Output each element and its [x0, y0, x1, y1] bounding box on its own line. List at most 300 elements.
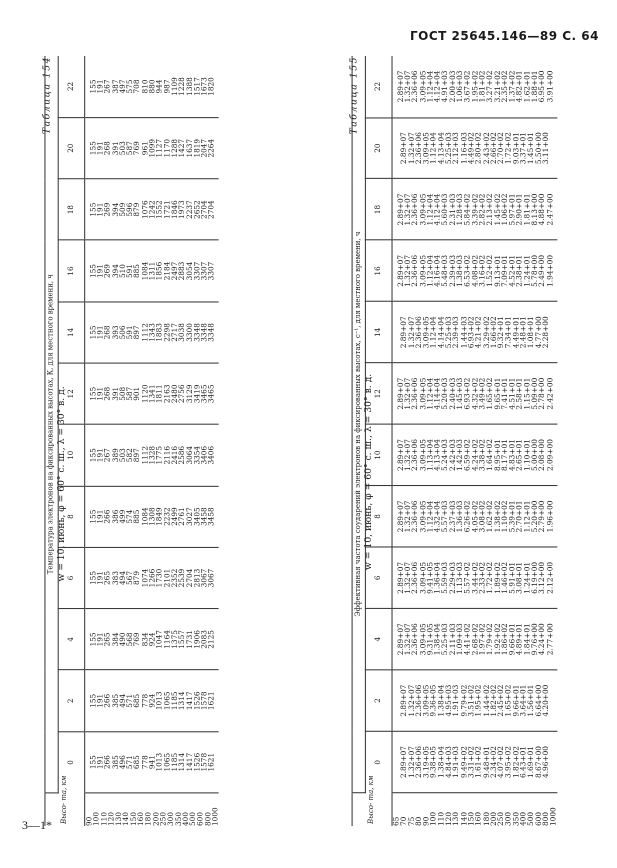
value-cell: 778	[139, 693, 150, 708]
height-cell: 110	[436, 811, 446, 826]
value-cell: 2704	[184, 568, 194, 588]
value-cell: 5.24+03	[440, 439, 450, 472]
value-cell: 1.82+02	[488, 684, 498, 717]
value-cell: 4.14+04	[432, 377, 442, 410]
value-cell: 385	[110, 693, 120, 708]
value-cell: 9.79+02	[458, 684, 468, 717]
value-column	[85, 179, 219, 240]
hour-header: 6	[58, 547, 84, 608]
value-cell: 1.12+04	[425, 254, 435, 287]
hour-header: 4	[365, 609, 392, 670]
hour-header: 0	[365, 731, 392, 792]
value-cell: 2.11+03	[447, 623, 457, 656]
value-cell: 6.26+02	[462, 500, 472, 533]
value-cell: 1.46+02	[499, 561, 510, 594]
height-cell: 65	[391, 816, 401, 826]
value-cell: 155	[87, 79, 98, 94]
value-cell: 2.70+01	[514, 500, 524, 533]
value-cell: 9.03+01	[511, 132, 521, 165]
value-cell: 2.42+03	[447, 439, 457, 472]
hour-header: 4	[58, 609, 84, 670]
hour-header: 8	[365, 486, 392, 547]
value-cell: 4.84+03	[443, 746, 454, 778]
value-cell: 8.67+00	[533, 746, 543, 778]
value-cell: 2298	[162, 323, 172, 342]
value-cell: 394	[110, 202, 120, 217]
height-cell: 110	[99, 812, 109, 826]
value-cell: 2.36+06	[413, 316, 424, 349]
value-cell: 3405	[191, 507, 202, 526]
value-cell: 1.10+02	[499, 500, 510, 533]
value-cell: 3.95+02	[503, 746, 513, 778]
page-footer: 3—1*	[22, 818, 52, 832]
value-cell: 155	[87, 755, 98, 770]
value-cell: 2.80+02	[473, 132, 483, 165]
value-cell: 685	[132, 693, 142, 708]
value-cell: 3465	[199, 384, 209, 404]
value-cell: 2.89+07	[395, 623, 405, 656]
value-cell: 3054	[184, 261, 194, 281]
height-cell: 140	[121, 812, 131, 826]
value-cell: 1.32+07	[402, 500, 412, 533]
value-cell: 2497	[169, 261, 179, 281]
value-cell: 1074	[139, 568, 150, 588]
value-cell: 2.68+02	[469, 623, 480, 656]
value-cell: 266	[102, 693, 112, 708]
hour-header: 14	[58, 302, 84, 363]
value-cell: 3458	[206, 507, 216, 526]
value-cell: 9.66+01	[511, 684, 521, 717]
value-cell: 1.62+01	[522, 70, 532, 103]
value-cell: 1.32+07	[406, 746, 416, 778]
value-cell: 2.90+01	[514, 193, 524, 226]
value-cell: 3348	[191, 323, 202, 342]
value-cell: 3.09+05	[417, 193, 427, 226]
value-cell: 2.65+01	[514, 439, 524, 472]
value-column	[392, 363, 557, 424]
value-cell: 393	[110, 325, 120, 340]
value-column	[85, 425, 219, 486]
table-155-title: w = 10, июнь, φ = 60° с. ш., λ = 30° в. д.	[363, 373, 375, 571]
value-cell: 1127	[154, 138, 164, 158]
value-cell: 987	[162, 79, 172, 94]
value-column	[85, 56, 219, 118]
value-cell: 1.36+04	[432, 561, 442, 594]
value-cell: 1112	[139, 323, 150, 342]
value-cell: 3406	[206, 445, 216, 465]
value-column	[85, 302, 219, 363]
height-cell: 120	[443, 811, 454, 826]
value-cell: 191	[95, 386, 105, 401]
value-cell: 3.38+02	[477, 439, 487, 472]
value-cell: 490	[117, 632, 127, 647]
value-cell: 3.09+05	[417, 623, 427, 656]
value-cell: 1.06+03	[455, 70, 465, 103]
value-cell: 386	[110, 509, 120, 524]
value-cell: 1314	[177, 691, 187, 711]
value-cell: 2756	[177, 384, 187, 404]
value-cell: 1.10+01	[522, 439, 532, 472]
value-cell: 1906	[191, 630, 202, 649]
table-154-label: Таблица 154	[42, 55, 53, 134]
value-cell: 1.82+02	[511, 746, 521, 778]
value-cell: 6.93+02	[462, 377, 472, 410]
value-column	[392, 240, 557, 301]
value-cell: 1.56+01	[525, 684, 536, 717]
value-cell: 2.43+02	[481, 132, 491, 165]
value-cell: 1578	[199, 691, 209, 711]
value-cell: 269	[102, 264, 112, 279]
value-cell: 567	[125, 571, 135, 585]
value-cell: 1557	[177, 630, 187, 649]
height-cell: 150	[128, 812, 138, 826]
value-cell: 1.38+04	[432, 623, 442, 656]
value-cell: 2.48+01	[518, 316, 528, 349]
height-cell: 130	[451, 811, 461, 826]
table-155	[349, 56, 558, 826]
value-cell: 879	[132, 202, 142, 217]
value-cell: 1883	[154, 323, 164, 342]
value-cell: 3.09+05	[421, 316, 431, 349]
value-cell: 1341	[147, 384, 157, 404]
value-cell: 1.12+04	[425, 377, 435, 410]
value-cell: 879	[132, 571, 142, 585]
value-cell: 2586	[177, 445, 187, 465]
value-cell: 497	[117, 79, 127, 94]
value-cell: 587	[125, 386, 135, 401]
value-cell: 4.08+02	[469, 254, 480, 287]
value-cell: 1.32+07	[402, 254, 412, 287]
value-cell: 265	[102, 571, 112, 585]
value-cell: 3354	[191, 445, 202, 465]
value-cell: 1.88+01	[529, 70, 539, 103]
value-cell: 2.89+07	[398, 684, 409, 717]
value-cell: 191	[95, 325, 105, 340]
value-cell: 568	[125, 632, 135, 647]
hour-header: 16	[365, 240, 392, 301]
value-cell: 2.36+06	[410, 193, 420, 226]
value-cell: 3.27+02	[484, 70, 495, 103]
value-cell: 1973	[177, 200, 187, 219]
value-cell: 2.89+07	[398, 316, 409, 349]
value-cell: 155	[87, 571, 98, 585]
value-cell: 5.25+03	[443, 132, 454, 165]
value-cell: 4.95+03	[443, 684, 454, 717]
value-cell: 4.32+04	[432, 500, 442, 533]
value-cell: 1.32+07	[402, 70, 412, 103]
value-cell: 1084	[139, 507, 150, 526]
value-cell: 901	[132, 386, 142, 401]
value-cell: 1417	[184, 752, 194, 772]
value-cell: 769	[132, 141, 142, 156]
value-cell: 1.84+01	[522, 623, 532, 656]
height-cell: 1000	[548, 807, 558, 826]
value-cell: 1846	[169, 200, 179, 219]
value-cell: 1730	[154, 568, 164, 588]
value-cell: 268	[102, 325, 112, 340]
height-cell: 250	[158, 812, 168, 826]
value-cell: 1.16+03	[458, 132, 468, 165]
value-cell: 1065	[162, 691, 172, 711]
value-cell: 1120	[139, 384, 150, 404]
value-cell: 4.89+01	[514, 623, 524, 656]
value-cell: 1.12+04	[428, 132, 439, 165]
value-cell: 6.43+01	[518, 746, 528, 778]
value-cell: 2.36+06	[413, 132, 424, 165]
value-cell: 2.38+01	[514, 254, 524, 287]
value-cell: 2704	[199, 200, 209, 219]
value-cell: 494	[117, 571, 127, 585]
value-cell: 191	[95, 264, 105, 279]
value-cell: 3348	[199, 323, 209, 342]
value-cell: 2.89+07	[395, 377, 405, 410]
value-cell: 1.38+04	[436, 684, 446, 717]
value-cell: 834	[139, 632, 150, 647]
value-cell: 268	[102, 386, 112, 401]
value-cell: 2.36+06	[410, 439, 420, 472]
height-cell: 800	[203, 812, 213, 826]
value-cell: 155	[87, 264, 98, 279]
value-cell: 1228	[177, 77, 187, 96]
value-cell: 810	[139, 79, 150, 94]
value-cell: 2237	[184, 200, 194, 219]
value-cell: 503	[117, 448, 127, 463]
value-cell: 9.48+01	[481, 746, 491, 778]
value-cell: 155	[87, 202, 98, 217]
value-cell: 2.82+02	[477, 193, 487, 226]
height-cell: 300	[503, 811, 513, 826]
value-cell: 1266	[147, 568, 157, 588]
value-cell: 571	[125, 693, 135, 708]
value-cell: 9.32+01	[496, 316, 506, 349]
value-cell: 2116	[162, 445, 172, 465]
value-cell: 9.65+01	[492, 377, 502, 410]
hour-header: 16	[58, 240, 84, 301]
table-154-title: w = 10, июнь, φ = 60° с. ш., λ = 30° в. д.	[56, 386, 67, 582]
hour-header: 8	[58, 486, 84, 547]
value-cell: 265	[102, 632, 112, 647]
height-cell: 300	[165, 812, 176, 826]
value-cell: 3067	[199, 568, 209, 588]
hour-header: 2	[365, 670, 392, 731]
height-cell: 140	[458, 811, 468, 826]
value-cell: 496	[117, 755, 127, 770]
value-cell: 191	[95, 202, 105, 217]
value-cell: 1552	[154, 200, 164, 219]
value-cell: 2101	[162, 568, 172, 588]
value-cell: 1076	[139, 200, 150, 219]
value-cell: 3.67+02	[462, 70, 472, 103]
value-cell: 3307	[206, 261, 216, 281]
value-cell: 1.32+07	[402, 439, 412, 472]
value-cell: 9.76+00	[529, 623, 539, 656]
value-cell: 3129	[184, 384, 194, 404]
value-cell: 2.89+07	[395, 439, 405, 472]
value-cell: 2.29+03	[447, 561, 457, 594]
value-cell: 1.09+03	[455, 623, 465, 656]
value-cell: 3.09+05	[417, 70, 427, 103]
value-cell: 1721	[162, 200, 172, 219]
height-cell: 500	[188, 812, 198, 826]
value-cell: 5.00+00	[529, 439, 539, 472]
value-cell: 2.70+02	[496, 132, 506, 165]
value-column	[85, 732, 219, 793]
value-cell: 4.41+02	[462, 623, 472, 656]
height-cell: 160	[473, 811, 483, 826]
value-cell: 924	[147, 693, 157, 708]
hour-header: 10	[58, 425, 84, 486]
value-cell: 1.44+03	[458, 316, 468, 349]
value-cell: 1.91+03	[451, 746, 461, 778]
value-column	[392, 731, 557, 792]
value-cell: 2.39+03	[451, 316, 461, 349]
value-cell: 1.32+07	[402, 193, 412, 226]
value-cell: 508	[117, 386, 127, 401]
value-cell: 1.91+03	[451, 684, 461, 717]
value-cell: 1.12+04	[425, 193, 435, 226]
value-cell: 191	[95, 693, 105, 708]
value-cell: 5.60+03	[440, 193, 450, 226]
value-cell: 4.51+01	[507, 377, 517, 410]
value-cell: 2184	[162, 261, 172, 281]
value-column	[392, 486, 557, 547]
height-cell: 130	[113, 812, 124, 826]
value-cell: 1242	[147, 200, 157, 219]
height-cell: 100	[428, 811, 439, 826]
value-cell: 6.19+00	[529, 561, 539, 594]
height-cell: 160	[136, 812, 146, 826]
value-cell: 2.79+00	[537, 500, 547, 533]
value-cell: 499	[117, 509, 127, 524]
value-cell: 4.24+02	[469, 439, 480, 472]
value-cell: 1.12+04	[425, 70, 435, 103]
value-cell: 3458	[199, 507, 209, 526]
height-column	[392, 793, 557, 826]
value-cell: 924	[147, 632, 157, 647]
value-cell: 1.12+04	[425, 500, 435, 533]
value-cell: 1.38+02	[492, 500, 502, 533]
value-cell: 3465	[206, 384, 216, 404]
value-cell: 3300	[184, 323, 194, 342]
value-cell: 1288	[169, 138, 179, 158]
value-cell: 1673	[199, 77, 209, 96]
height-cell: 400	[518, 811, 528, 826]
value-cell: 2499	[169, 507, 179, 526]
value-cell: 5.91+01	[507, 561, 517, 594]
value-cell: 9.66+01	[507, 623, 517, 656]
value-cell: 4.13+04	[432, 439, 442, 472]
value-cell: 191	[95, 509, 105, 524]
value-cell: 2813	[191, 568, 202, 588]
value-cell: 1.81+01	[522, 193, 532, 226]
value-cell: 4.49+01	[511, 316, 521, 349]
height-column	[85, 793, 219, 826]
value-cell: 1.24+01	[522, 254, 532, 287]
value-column	[85, 486, 219, 547]
value-cell: 3.09+05	[421, 132, 431, 165]
value-cell: 4.16+04	[432, 254, 442, 287]
value-cell: 2883	[177, 261, 187, 281]
value-cell: 6.93+02	[466, 316, 476, 349]
value-cell: 2539	[177, 568, 187, 588]
value-cell: 582	[125, 448, 135, 463]
value-cell: 5.57+02	[462, 561, 472, 594]
height-cell: 70	[398, 816, 409, 826]
height-cell: 150	[466, 811, 476, 826]
value-cell: 506	[117, 325, 127, 340]
value-cell: 1.06+02	[499, 193, 510, 226]
value-cell: 1.72+02	[503, 132, 513, 165]
value-cell: 9.38+05	[428, 746, 439, 778]
value-cell: 155	[87, 509, 98, 524]
value-cell: 2761	[177, 507, 187, 526]
value-cell: 155	[87, 141, 98, 156]
value-cell: 1.37+02	[507, 70, 517, 103]
value-cell: 510	[117, 264, 127, 279]
value-cell: 5.20+00	[529, 500, 539, 533]
value-cell: 1621	[206, 752, 216, 772]
height-cell: 600	[195, 812, 205, 826]
value-cell: 2.36+06	[410, 561, 420, 594]
value-cell: 2.36+06	[413, 684, 424, 717]
value-cell: 5.78+00	[529, 254, 539, 287]
value-cell: 1.08+01	[525, 316, 536, 349]
hour-header: 10	[365, 424, 392, 485]
value-column	[392, 179, 557, 240]
value-cell: 7.34+01	[503, 316, 513, 349]
value-cell: 5.39+01	[507, 500, 517, 533]
value-cell: 3.09+05	[417, 500, 427, 533]
value-cell: 2.35+02	[499, 70, 510, 103]
value-cell: 2.12+00	[544, 561, 554, 594]
value-cell: 596	[125, 202, 135, 217]
value-cell: 2416	[169, 445, 179, 465]
value-cell: 1.32+07	[402, 623, 412, 656]
value-cell: 1047	[154, 630, 164, 649]
table-154	[44, 56, 219, 826]
value-cell: 2.58+01	[514, 377, 524, 410]
value-cell: 2.66+02	[488, 132, 498, 165]
value-cell: 4.20+00	[540, 684, 551, 717]
value-cell: 191	[95, 141, 105, 156]
value-cell: 2704	[206, 200, 216, 219]
height-cell: 1000	[210, 807, 220, 826]
height-cell: 90	[421, 816, 431, 826]
value-cell: 2.89+07	[395, 193, 405, 226]
value-cell: 266	[102, 509, 112, 524]
value-cell: 2.28+00	[540, 316, 551, 349]
value-cell: 5.25+03	[440, 623, 450, 656]
value-cell: 155	[87, 693, 98, 708]
value-cell: 2.08+00	[537, 439, 547, 472]
value-cell: 1.44+02	[481, 684, 491, 717]
value-cell: 2.89+07	[398, 132, 409, 165]
value-cell: 3064	[184, 445, 194, 465]
value-cell: 1.64+02	[484, 439, 495, 472]
value-cell: 1.45+02	[492, 193, 502, 226]
value-cell: 6.95+00	[537, 70, 547, 103]
value-cell: 5.50+00	[533, 132, 543, 165]
value-cell: 3.31+02	[466, 746, 476, 778]
height-cell: 180	[143, 812, 153, 826]
value-cell: 2.47+00	[544, 193, 554, 226]
value-cell: 5.25+03	[443, 316, 454, 349]
value-cell: 2480	[169, 384, 179, 404]
value-cell: 1526	[191, 691, 202, 711]
value-cell: 394	[110, 264, 120, 279]
value-cell: 2125	[206, 630, 216, 649]
value-cell: 2.31+03	[447, 193, 457, 226]
